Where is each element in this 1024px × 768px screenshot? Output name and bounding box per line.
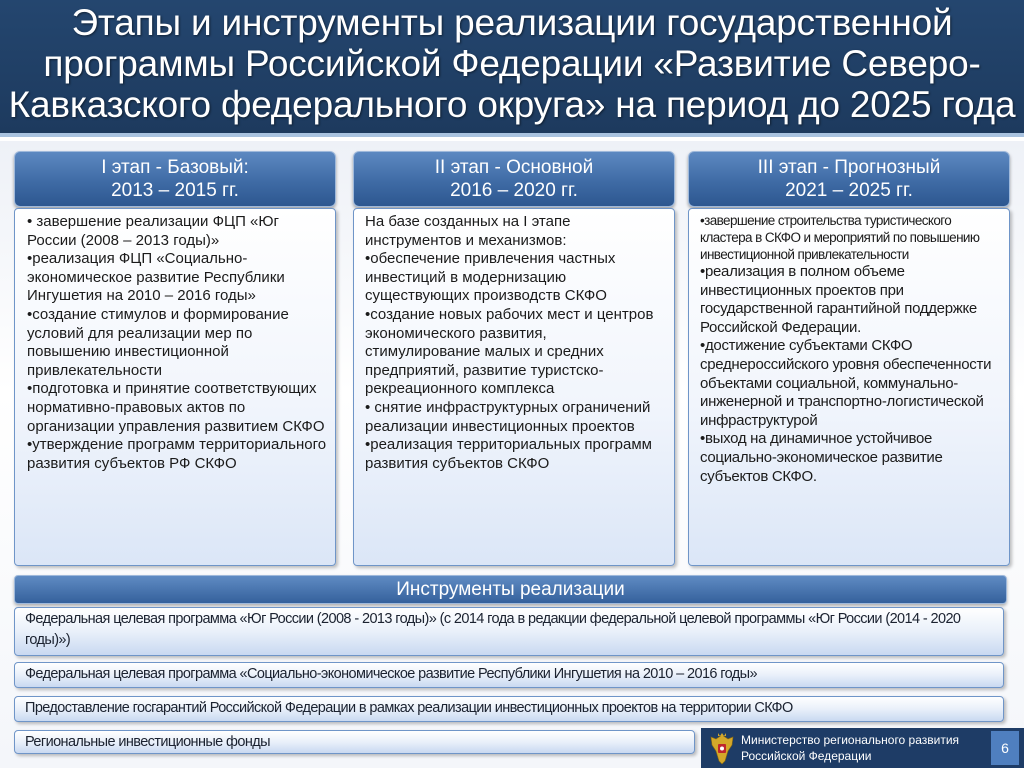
ministry-name: Министерство регионального развития Российской Федерации bbox=[741, 733, 960, 763]
tool-item: Федеральная целевая программа «Юг России (2008 - 2013 годы)» (с 2014 года в редакции федеральной целевой программы «Юг России (2014 - 2020 годы)») bbox=[14, 607, 1004, 656]
tool-item: Федеральная целевая программа «Социально-экономическое развитие Республики Ингушетия на 2010 – 2016 годы» bbox=[14, 662, 1004, 688]
stage-3-item: •достижение субъектами СКФО среднероссийского уровня обеспеченности объектами социальной, коммунально-инженерной и транспортно-логистической инфраструктурой bbox=[700, 337, 992, 429]
stage-2-item: •создание новых рабочих мест и центров экономического развития, стимулирование малых и средних предприятий, развитие туристско-рекреационного комплекса bbox=[365, 305, 654, 398]
stage-3-period: 2021 – 2025 гг. bbox=[785, 180, 913, 201]
stage-3-item: •реализация в полном объеме инвестиционных проектов при государственной гарантийной поддержке Российской Федерации. bbox=[700, 263, 977, 336]
tool-item: Региональные инвестиционные фонды bbox=[14, 730, 695, 754]
stage-2-content bbox=[353, 208, 675, 566]
stage-2-item: •обеспечение привлечения частных инвестиций в модернизацию существующих производств СКФО bbox=[365, 250, 616, 305]
page-number: 6 bbox=[991, 731, 1019, 765]
stage-3-header bbox=[688, 151, 1010, 207]
title-banner bbox=[0, 0, 1024, 137]
stage-1-item: •создание стимулов и формирование условий для реализации мер по повышению инвестиционной привлекательности bbox=[27, 305, 289, 379]
stage-2-item: На базе созданных на I этапе инструментов и механизмов: bbox=[365, 213, 571, 249]
stage-1-content bbox=[14, 208, 336, 566]
tools-header: Инструменты реализации bbox=[14, 575, 1007, 604]
stage-1-name: I этап - Базовый: bbox=[101, 157, 249, 178]
stage-1-item: •реализация ФЦП «Социально-экономическое развитие Республики Ингушетия на 2010 – 2016 годы» bbox=[27, 250, 285, 305]
stage-2-period: 2016 – 2020 гг. bbox=[450, 180, 578, 201]
stage-1-period: 2013 – 2015 гг. bbox=[111, 180, 239, 201]
stage-3-item: •выход на динамичное устойчивое социально-экономическое развитие субъектов СКФО. bbox=[700, 430, 943, 485]
stage-1-item: •утверждение программ территориального развития субъектов РФ СКФО bbox=[27, 436, 327, 472]
stage-2-name: II этап - Основной bbox=[434, 157, 594, 178]
stage-1-item: • завершение реализации ФЦП «Юг России (2008 – 2013 годы)» bbox=[27, 213, 279, 249]
stage-1-item: •подготовка и принятие соответствующих нормативно-правовых актов по организации управления развитием СКФО bbox=[27, 380, 325, 435]
stage-3-content bbox=[688, 208, 1010, 566]
coat-of-arms-icon bbox=[708, 731, 736, 765]
stage-3-item: •завершение строительства туристического кластера в СКФО и мероприятий по повышению инвестиционной привлекательности bbox=[700, 213, 980, 262]
page-title: Этапы и инструменты реализации государственной программы Российской Федерации «Развитие Северо-Кавказского федерального округа» на период до 2025 года bbox=[8, 2, 1016, 125]
stage-2-header bbox=[353, 151, 675, 207]
tool-item: Предоставление госгарантий Российской Федерации в рамках реализации инвестиционных проектов на территории СКФО bbox=[14, 696, 1004, 722]
stage-2-item: • снятие инфраструктурных ограничений реализации инвестиционных проектов bbox=[365, 398, 651, 435]
ministry-footer bbox=[701, 728, 1024, 768]
stage-3-name: III этап - Прогнозный bbox=[757, 157, 941, 178]
stage-2-item: •реализация территориальных программ развития субъектов СКФО bbox=[365, 436, 652, 472]
stage-1-header bbox=[14, 151, 336, 207]
